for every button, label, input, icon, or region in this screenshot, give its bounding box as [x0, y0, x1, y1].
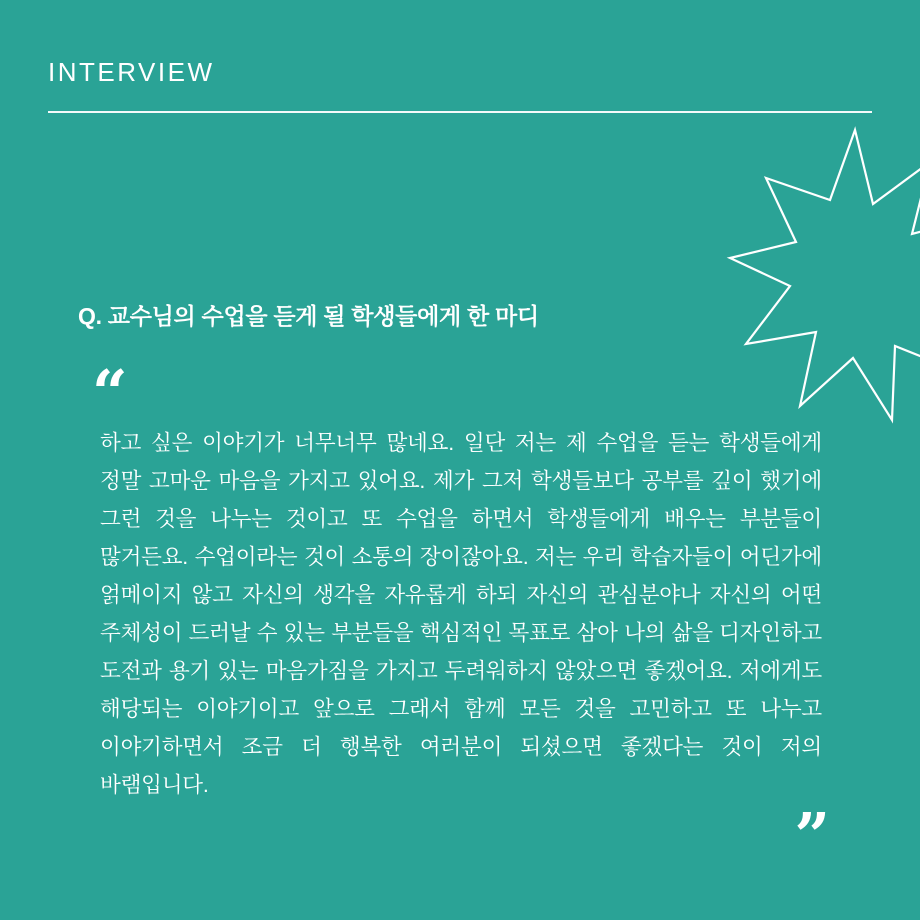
interview-question: Q. 교수님의 수업을 듣게 될 학생들에게 한 마디 [78, 303, 539, 329]
page-title: INTERVIEW [48, 57, 215, 87]
star-burst-decoration [650, 130, 920, 430]
interview-answer: 하고 싶은 이야기가 너무너무 많네요. 일단 저는 제 수업을 듣는 학생들에게 정말 고마운 마음을 가지고 있어요. 제가 그저 학생들보다 공부를 깊이 했기에 그런 것을 나누는 것이고 또 수업을 하면서 학생들에게 배우는 부분들이 많거든요. 수업이라는 것이 소통의 장이잖아요. 저는 우리 학습자들이 어딘가에 얽메이지 않고 자신의 생각을 자유롭게 하되 자신의 관심분야나 자신의 어떤 주체성이 드러날 수 있는 부분들을 핵심적인 목표로 삼아 나의 삶을 디자인하고 도전과 용기 있는 마음가짐을 가지고 두려워하지 않았으면 좋겠어요. 저에게도 해당되는 이야기이고 앞으로 그래서 함께 모든 것을 고민하고 또 나누고 이야기하면서 조금 더 행복한 여러분이 되셨으면 좋겠다는 것이 저의 바램입니다. [100, 431, 822, 797]
page-header [48, 58, 872, 113]
star-burst-icon [650, 130, 920, 430]
header-divider [48, 111, 872, 113]
quote-close-mark: ” [794, 799, 830, 872]
quote-open-mark: “ [92, 356, 128, 429]
